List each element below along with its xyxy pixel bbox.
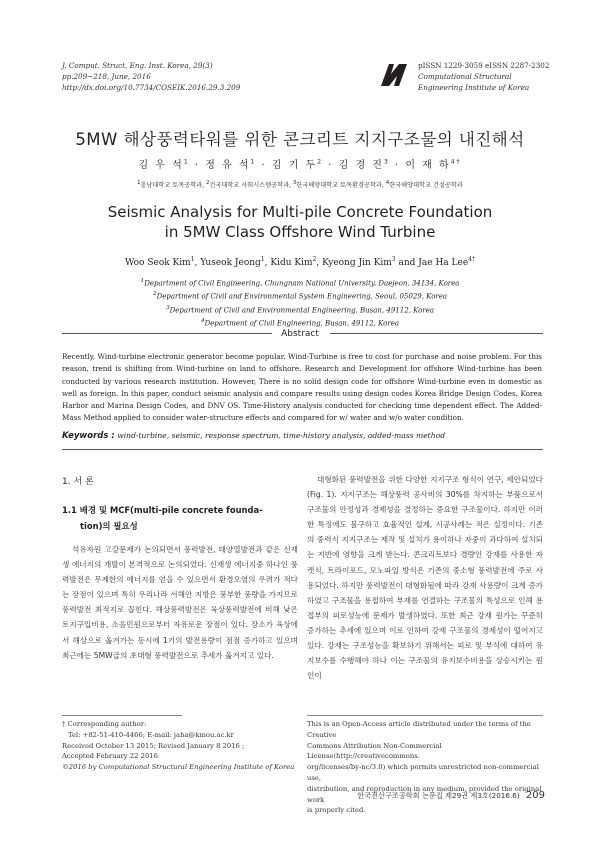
affiliations-english: $^1$Department of Civil Engineering, Chungnam National University, Daejeon, 34134, Korea $^2$Department of Civil and Environmental System Engineering, Seoul, 05029, Korea $^3$Department of Civil and Environmental Engineering, Busan, 49112, Korea $^4$Department of Civil Engineering, Busan, 49112, Korea xyxy=(140,278,460,328)
authors-korean: 김 우 석$^1$ · 정 유 석$^1$ · 김 기 두$^2$ · 김 경 진$^3$ · 이 재 하$^{4\dagger}$ xyxy=(138,158,462,171)
page-number: 209 xyxy=(525,790,545,801)
issn: pISSN 1229-3059 eISSN 2287-2302 xyxy=(418,61,550,70)
journal-name-line2: Engineering Institute of Korea xyxy=(418,83,530,92)
divider xyxy=(62,449,543,450)
journal-header-right xyxy=(418,60,549,93)
journal-citation: J. Comput. Struct. Eng. Inst. Korea, 29(3) xyxy=(62,61,213,70)
journal-header-left xyxy=(62,60,240,93)
section-heading: 1. 서 론 xyxy=(62,477,94,487)
footer-journal: 한국전산구조공학회 논문집 제29권 제3호(2016.6) xyxy=(357,791,520,800)
affiliations-korean: $^1$충남대학교 토목공학과, $^2$건국대학교 사회시스템공학과, $^3$한국해양대학교 토목환경공학과, $^4$한국해양대학교 건설공학과 xyxy=(137,180,463,190)
authors-english: Woo Seok Kim$^1$, Yuseok Jeong$^1$, Kidu Kim$^2$, Kyeong Jin Kim$^3$ and Jae Ha Lee$^{4\dagger}$ xyxy=(125,256,475,268)
footnote-left: † Corresponding author: Tel: +82-51-410-4466; E-mail: jaha@kmou.ac.kr Received October 13 2015; Revised January 8 2016 ; Accepted February 22 2016 ©2016 by Computational Structural Engineering Institute of Korea xyxy=(62,720,295,772)
paper-title-english: Seismic Analysis for Multi-pile Concrete Foundation in 5MW Class Offshore Wind Turbine xyxy=(107,203,493,241)
body-paragraph-right: 대형화된 풍력발전을 위한 다양한 지지구조 형식이 연구, 제안되었다(Fig. 1). 지지구조는 해상풍력 공사비의 30%를 차지하는 부품으로서 구조물의 안정성과 경제성을 결정하는 중요한 구조물이다. 하지만 이러한 특징에도 불구하고 효율적인 설계, 시공사례는 적은 실정이다. 기존의 중력식 지지구조는 제작 및 설치가 용이하나 자중이 과다하여 설치되는 지반에 영향을 크게 받는다. 콘크리트보다 경량인 강재를 사용한 자켓식, 트라이포드, 모노파일 방식은 기존의 중소형 풍력발전에 주로 사용되었다. 하지만 풍력발전이 대형화됨에 따라 강재 사용량이 크게 증가하였고 구조물을 용접하여 부재를 연결하는 구조물의 특성으로 인해 용접부의 피로성능에 문제가 발생하였다. 또한 최근 강재 원가는 꾸준히 증가하는 추세에 있으며 이로 인하여 강재 구조물의 경제성이 떨어지고 있다. 강재는 구조성능을 확보하기 위해서는 피로 및 부식에 대하여 유지보수를 수행해야 하나 이는 구조물의 유지보수비용을 상승시키는 원인이 xyxy=(307,475,543,681)
author-ko-3: 김 기 두$^2$ xyxy=(271,158,324,171)
cosei-logo-icon xyxy=(380,60,408,88)
divider xyxy=(307,715,543,716)
author-ko-1: 김 우 석$^1$ xyxy=(138,158,190,171)
keywords-list: wind-turbine, seismic, response spectrum, time-history analysis, added-mass method xyxy=(117,431,446,440)
abstract-text: Recently, Wind-turbine electronic generator become popular. Wind-Turbine is free to cost for purchase and noise problem. For this reason, trend is shifting from Wind-turbine on land to offshore. Research and Development for offshore Wind-turbine has been conducted by various research institution. However, There is no solid design code for offshore Wind-turbine even in domestic as well as foreign. In this paper, conduct seismic analysis and compare results using design codes Korea Bridge Design Codes, Korea Harbor and Marina Design Codes, and DNV OS. Time-History analysis conducted for checking time dependent effect. The Added-Mass Method applied to consider water-structure effects and compared for w/ water and w/o water condition. xyxy=(62,352,542,423)
body-paragraph-left: 석유자원 고갈문제가 논의되면서 풍력발전, 태양열발전과 같은 신재생 에너지의 개발이 본격적으로 논의되었다. 신재생 에너지중 하나인 풍력발전은 무제한의 에너지를 얻을 수 있으면서 환경오염의 우려가 적다는 장점이 있으며 특히 우리나라 서해안 지방은 풍부한 풍량을 가지므로 풍력발전 최적지로 꼽힌다. 해상풍력발전은 육상풍력발전에 비해 낮은 토지구입비용, 소음민원으로부터 자유로운 장점이 있다. 장소가 육상에서 해상으로 옮겨가는 동시에 1기의 발전용량이 점점 증가하고 있으며 최근에는 5MW급의 초대형 풍력발전으로 추세가 옮겨지고 있다. xyxy=(62,545,298,660)
keywords xyxy=(62,431,542,441)
author-ko-4: 김 경 진$^3$ xyxy=(338,158,390,171)
divider xyxy=(330,333,543,334)
divider xyxy=(62,715,182,716)
author-ko-2: 정 유 석$^1$ xyxy=(205,158,257,171)
doi-link[interactable]: http://dx.doi.org/10.7734/COSEIK.2016.29.3.209 xyxy=(62,83,241,92)
footnote-right: This is an Open-Access article distributed under the terms of the Creative Commons Attribution Non-Commercial License(http://creativecommons. org/licenses/by-nc/3.0) which permits unrestricted non-commercial use, distribution, and reproduction in any medium, provided the original work is properly cited. xyxy=(307,720,542,815)
page-footer xyxy=(340,790,545,801)
author-ko-5: 이 재 하$^{4\dagger}$ xyxy=(405,158,462,171)
subsection-heading: 1.1 배경 및 MCF(multi-pile concrete founda- tion)의 필요성 xyxy=(62,505,263,531)
keywords-label: Keywords : xyxy=(62,431,115,441)
paper-title-korean: 5MW 해상풍력타워를 위한 콘크리트 지지구조물의 내진해석 xyxy=(75,130,525,149)
journal-name-line1: Computational Structural xyxy=(418,72,512,81)
journal-pages: pp.209~218, June, 2016 xyxy=(62,72,151,81)
abstract-heading: Abstract xyxy=(281,329,319,339)
